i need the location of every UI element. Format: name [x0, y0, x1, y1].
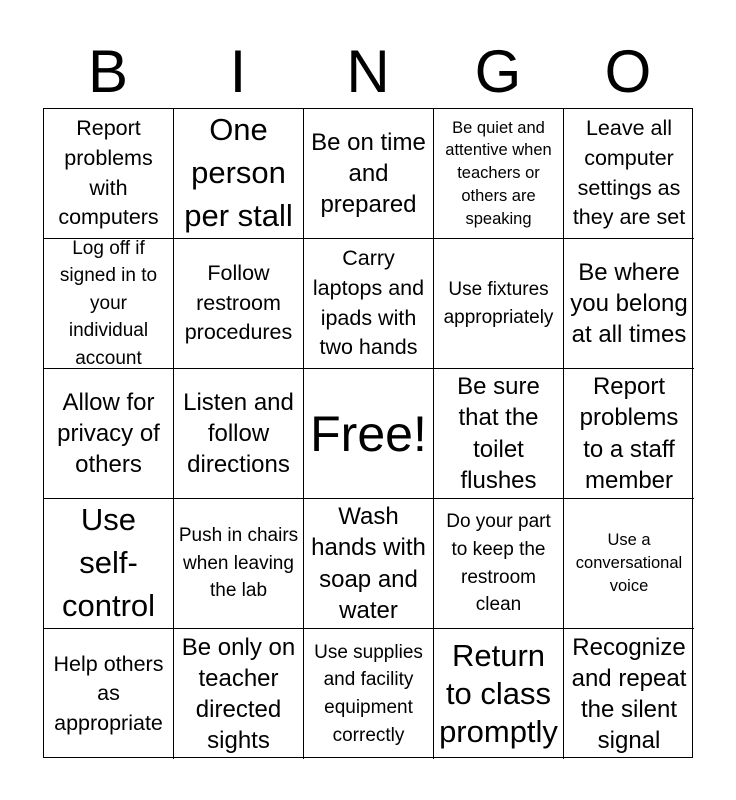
- bingo-cell[interactable]: [434, 239, 564, 369]
- header-letter-g: G: [474, 38, 522, 105]
- cell-text: Listen and follow directions: [183, 388, 294, 479]
- bingo-cell[interactable]: [174, 369, 304, 499]
- bingo-cell[interactable]: [564, 499, 694, 629]
- bingo-cell[interactable]: [304, 239, 434, 369]
- bingo-cell[interactable]: [44, 499, 174, 629]
- bingo-cell[interactable]: [304, 109, 434, 239]
- cell-text: Report problems to a staff member: [579, 373, 679, 494]
- free-space[interactable]: [304, 369, 434, 499]
- cell-text: Wash hands with soap and water: [311, 503, 426, 624]
- free-space-label: Free!: [310, 405, 427, 462]
- cell-text: Carry laptops and ipads with two hands: [312, 246, 425, 360]
- cell-text: Use a conversational voice: [575, 531, 683, 595]
- bingo-cell[interactable]: [434, 369, 564, 499]
- cell-text: Report problems with computers: [58, 116, 159, 230]
- cell-text: Leave all computer settings as they are set: [572, 116, 686, 230]
- cell-text: Be on time and prepared: [311, 128, 426, 219]
- header-letter-o: O: [604, 38, 652, 105]
- bingo-cell[interactable]: [174, 239, 304, 369]
- header-letter-n: N: [346, 38, 390, 105]
- cell-text: Recognize and repeat the silent signal: [571, 633, 687, 755]
- cell-text: Use fixtures appropriately: [443, 278, 554, 328]
- bingo-cell[interactable]: [434, 629, 564, 759]
- cell-text: Help others as appropriate: [53, 651, 164, 735]
- bingo-board: [43, 108, 693, 758]
- bingo-cell[interactable]: [44, 629, 174, 759]
- bingo-cell[interactable]: [44, 239, 174, 369]
- bingo-cell[interactable]: [304, 629, 434, 759]
- bingo-cell[interactable]: [564, 629, 694, 759]
- header-letter-b: B: [87, 38, 129, 105]
- cell-text: Push in chairs when leaving the lab: [178, 525, 299, 602]
- header-letter-i: I: [229, 38, 247, 105]
- cell-text: Log off if signed in to your individual account: [59, 239, 158, 369]
- bingo-cell[interactable]: [434, 499, 564, 629]
- bingo-cell[interactable]: [174, 109, 304, 239]
- cell-text: Use supplies and facility equipment correctly: [314, 641, 423, 746]
- cell-text: Return to class promptly: [439, 638, 558, 749]
- bingo-cell[interactable]: [44, 369, 174, 499]
- cell-text: Be where you belong at all times: [570, 258, 688, 349]
- bingo-header: [43, 36, 693, 108]
- cell-text: One person per stall: [184, 112, 293, 233]
- cell-text: Use self-control: [61, 502, 156, 623]
- cell-text: Be only on teacher directed sights: [181, 633, 296, 755]
- bingo-cell[interactable]: [304, 499, 434, 629]
- bingo-cell[interactable]: [44, 109, 174, 239]
- bingo-cell[interactable]: [174, 629, 304, 759]
- cell-text: Be sure that the toilet flushes: [457, 373, 540, 494]
- bingo-cell[interactable]: [174, 499, 304, 629]
- bingo-cell[interactable]: [564, 369, 694, 499]
- cell-text: Be quiet and attentive when teachers or others are speaking: [445, 118, 552, 228]
- cell-text: Do your part to keep the restroom clean: [446, 511, 551, 616]
- cell-text: Follow restroom procedures: [184, 261, 293, 345]
- bingo-cell[interactable]: [434, 109, 564, 239]
- bingo-cell[interactable]: [564, 239, 694, 369]
- bingo-cell[interactable]: [564, 109, 694, 239]
- cell-text: Allow for privacy of others: [57, 388, 160, 479]
